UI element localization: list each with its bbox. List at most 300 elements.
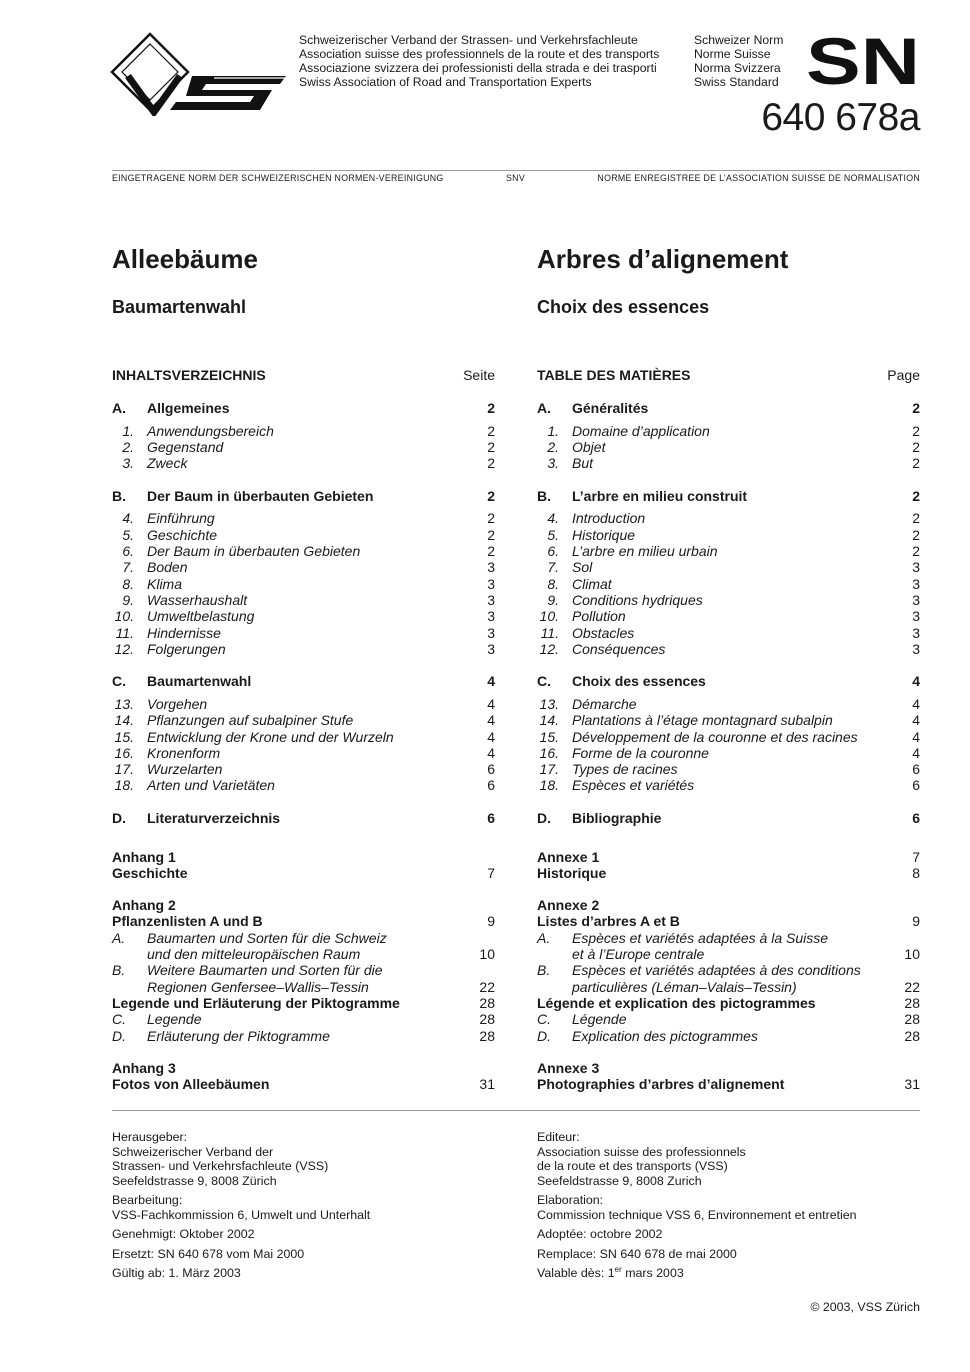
- toc-entry-label: Démarche: [572, 695, 637, 712]
- toc-entry-number: 5.: [547, 526, 559, 543]
- annex-title-label: Geschichte: [112, 864, 188, 881]
- toc-entry-label: Sol: [572, 559, 593, 576]
- toc-section-label: Choix des essences: [572, 673, 706, 690]
- toc-entry-number: 1.: [122, 422, 134, 439]
- annex-title-page: 31: [479, 1076, 495, 1093]
- toc-section-label: Généralités: [572, 400, 649, 416]
- spacer: [112, 384, 495, 400]
- toc-entry: [112, 439, 495, 455]
- toc-entry-label: L’arbre en milieu urbain: [572, 543, 718, 560]
- toc-fr: [537, 366, 920, 1092]
- imprint-line: Schweizerischer Verband der: [112, 1144, 274, 1159]
- toc-entry-page: 6: [487, 777, 495, 794]
- registration-snv: SNV: [506, 173, 525, 183]
- imprint-line: Bearbeitung:: [112, 1193, 183, 1208]
- toc-entry-label: Gegenstand: [147, 439, 224, 456]
- association-names: [299, 33, 659, 89]
- imprint-de: [112, 1130, 492, 1281]
- toc-entry-number: 17.: [114, 761, 134, 778]
- imprint-line: Association suisse des professionnels: [537, 1144, 746, 1159]
- toc-entry-number: 15.: [539, 728, 559, 745]
- toc-entry: [112, 761, 495, 777]
- toc-entry-page: 2: [487, 543, 495, 560]
- toc-entry-number: 9.: [547, 591, 559, 608]
- toc-entry-number: 3.: [547, 455, 559, 472]
- toc-entry-page: 6: [487, 761, 495, 778]
- toc-entry-number: 10.: [114, 608, 134, 625]
- toc-entry-page: 2: [912, 510, 920, 527]
- annex-entry-continued-label: et à l’Europe centrale: [572, 946, 705, 963]
- toc-page-label: Page: [887, 367, 920, 383]
- toc-entry-label: Pflanzungen auf subalpiner Stufe: [147, 712, 354, 729]
- norm-type-en: Swiss Standard: [694, 75, 779, 89]
- toc-entry: [112, 625, 495, 641]
- toc-entry-number: 14.: [114, 712, 134, 729]
- toc-entry-page: 3: [487, 640, 495, 657]
- imprint-line: Ersetzt: SN 640 678 vom Mai 2000: [112, 1246, 305, 1261]
- toc-section-page: 2: [487, 400, 495, 416]
- toc-entry-label: Vorgehen: [147, 695, 208, 712]
- annex-entry-number: A.: [537, 929, 551, 946]
- toc-entry-page: 3: [487, 591, 495, 608]
- toc-entry-number: 3.: [122, 455, 134, 472]
- annex-heading: [537, 849, 920, 865]
- toc-entry-label: Arten und Varietäten: [147, 777, 275, 794]
- toc-entry-page: 4: [487, 695, 495, 712]
- spacer: [112, 1044, 495, 1060]
- annex-entry-continued-page: 10: [479, 946, 495, 963]
- annex-entry-number: D.: [537, 1027, 551, 1044]
- registration-fr: NORME ENREGISTREE DE L’ASSOCIATION SUISSE DE NORMALISATION: [597, 173, 920, 183]
- annex-entry-continued: [112, 979, 495, 995]
- toc-entry-number: 15.: [114, 728, 134, 745]
- annex-heading-label: Annexe 2: [537, 897, 600, 914]
- imprint-line: Commission technique VSS 6, Environnement et entretien: [537, 1207, 857, 1222]
- toc-entry-label: Introduction: [572, 510, 646, 527]
- association-name-de: Schweizerischer Verband der Strassen- und Verkehrsfachleute: [299, 33, 638, 47]
- annex-entry-continued-page: 10: [904, 946, 920, 963]
- annex-entry-label: Erläuterung der Piktogramme: [147, 1027, 330, 1044]
- toc-entry-label: Hindernisse: [147, 624, 221, 641]
- annex-heading: [537, 897, 920, 913]
- toc-section: [112, 673, 495, 689]
- toc-entry-number: 14.: [539, 712, 559, 729]
- toc-section-label: Der Baum in überbauten Gebieten: [147, 487, 374, 504]
- toc-entry-label: Zweck: [147, 455, 188, 472]
- imprint-line: Seefeldstrasse 9, 8008 Zürich: [112, 1173, 277, 1188]
- toc-entry-label: Entwicklung der Krone und der Wurzeln: [147, 728, 394, 745]
- toc-entry-label: Historique: [572, 526, 636, 543]
- toc-entry-page: 3: [912, 591, 920, 608]
- toc-entry-page: 2: [912, 455, 920, 472]
- toc-entry-page: 3: [912, 559, 920, 576]
- toc-entry-page: 4: [912, 728, 920, 745]
- toc-entry: [112, 712, 495, 728]
- spacer: [537, 826, 920, 842]
- toc-section-label: Allgemeines: [147, 400, 230, 416]
- toc-entry-label: Umweltbelastung: [147, 608, 255, 625]
- toc-entry-page: 3: [487, 559, 495, 576]
- toc-entry: [112, 696, 495, 712]
- annex-heading-label: Anhang 3: [112, 1059, 176, 1076]
- imprint-line: Adoptée: octobre 2002: [537, 1227, 663, 1242]
- annex-heading-label: Anhang 2: [112, 897, 176, 914]
- toc-entry-page: 2: [912, 526, 920, 543]
- toc-entry-number: 9.: [122, 591, 134, 608]
- toc-entry-page: 3: [487, 608, 495, 625]
- annex-entry: [112, 962, 495, 978]
- annex-entry-label: Baumarten und Sorten für die Schweiz: [147, 929, 387, 946]
- imprint-fr: [537, 1130, 917, 1281]
- spacer: [112, 881, 495, 897]
- toc-section-page: 2: [912, 487, 920, 504]
- annex-title-page: 31: [904, 1076, 920, 1093]
- toc-entry: [537, 625, 920, 641]
- validity-prefix: Valable dès: 1: [537, 1265, 615, 1280]
- annex-title-page: 9: [912, 913, 920, 930]
- annex-entry-label: Espèces et variétés adaptées à la Suisse: [572, 929, 829, 946]
- toc-entry-number: 11.: [115, 624, 134, 641]
- toc-section: [537, 488, 920, 504]
- annex-entry-number: C.: [112, 1011, 126, 1028]
- annex-entry-continued-page: 22: [904, 978, 920, 995]
- toc-entry: [537, 455, 920, 471]
- imprint-line: Genehmigt: Oktober 2002: [112, 1227, 255, 1242]
- toc-entry-page: 3: [487, 624, 495, 641]
- toc-entry: [537, 423, 920, 439]
- toc-entry: [112, 559, 495, 575]
- association-name-it: Associazione svizzera dei professionisti della strada e dei trasporti: [299, 61, 657, 75]
- toc-section-page: 4: [912, 673, 920, 690]
- toc-entry-number: 2.: [122, 439, 134, 456]
- toc-entry-number: 8.: [122, 575, 134, 592]
- annex-entry-number: B.: [112, 962, 126, 979]
- subtitle-de: Baumartenwahl: [112, 297, 247, 317]
- toc-entry: [537, 543, 920, 559]
- annex-heading: [112, 897, 495, 913]
- annex-subtitle: [537, 995, 920, 1011]
- annex-entry-continued-label: und den mitteleuropäischen Raum: [147, 946, 361, 963]
- toc-entry: [112, 729, 495, 745]
- toc-entry-number: 5.: [122, 526, 134, 543]
- toc-entry-number: 4.: [122, 510, 134, 527]
- spacer: [112, 657, 495, 673]
- annex-entry-number: A.: [112, 929, 126, 946]
- toc-entry-page: 4: [487, 712, 495, 729]
- toc-section-page: 2: [912, 400, 920, 416]
- toc-entry-label: Obstacles: [572, 624, 635, 641]
- toc-entry-page: 4: [912, 695, 920, 712]
- spacer: [112, 472, 495, 488]
- toc-entry-number: 17.: [539, 761, 559, 778]
- annex-heading: [537, 1060, 920, 1076]
- annex-entry-label: Espèces et variétés adaptées à des conditions: [572, 962, 861, 979]
- toc-entry-label: Geschichte: [147, 526, 218, 543]
- toc-entry-number: 8.: [547, 575, 559, 592]
- spacer: [537, 1044, 920, 1060]
- footer-divider: [112, 1110, 920, 1111]
- toc-entry: [537, 745, 920, 761]
- toc-entry-label: Der Baum in überbauten Gebieten: [147, 543, 361, 560]
- annex-title: [537, 865, 920, 881]
- toc-section-number: A.: [537, 400, 551, 416]
- toc-entry-page: 4: [487, 728, 495, 745]
- toc-entry-label: Klima: [147, 575, 183, 592]
- annex-entry-continued-page: 22: [479, 978, 495, 995]
- toc-entry-number: 12.: [114, 640, 134, 657]
- toc-entry: [112, 455, 495, 471]
- toc-entry-label: Plantations à l’étage montagnard subalpin: [572, 712, 833, 729]
- imprint-line: Elaboration:: [537, 1193, 604, 1208]
- annex-title-label: Listes d’arbres A et B: [537, 913, 680, 930]
- toc-entry-number: 2.: [547, 439, 559, 456]
- annex-title: [112, 1076, 495, 1092]
- vss-logo: [110, 32, 290, 116]
- toc-entry-page: 3: [912, 640, 920, 657]
- toc-entry-page: 6: [912, 777, 920, 794]
- annex-entry-continued: [537, 979, 920, 995]
- toc-entry-page: 2: [487, 510, 495, 527]
- association-name-en: Swiss Association of Road and Transportation Experts: [299, 75, 592, 89]
- annex-title: [112, 913, 495, 929]
- toc-entry-label: Domaine d’application: [572, 422, 710, 439]
- annex-heading-label: Annexe 1: [537, 848, 600, 865]
- toc-entry: [537, 696, 920, 712]
- spacer: [112, 794, 495, 810]
- toc-section-number: B.: [112, 487, 126, 504]
- toc-heading: [112, 366, 495, 384]
- toc-entry-number: 16.: [114, 744, 134, 761]
- spacer: [537, 881, 920, 897]
- toc-entry: [537, 641, 920, 657]
- imprint-line: de la route et des transports (VSS): [537, 1159, 728, 1174]
- annex-entry-page: 28: [904, 1027, 920, 1044]
- annex-title-label: Photographies d’arbres d’alignement: [537, 1076, 785, 1093]
- toc-entry: [112, 608, 495, 624]
- toc-entry-label: Wurzelarten: [147, 761, 223, 778]
- toc-entry: [537, 510, 920, 526]
- toc-section-label: Literaturverzeichnis: [147, 809, 281, 826]
- toc-entry-number: 1.: [547, 422, 559, 439]
- toc-entry: [112, 592, 495, 608]
- annex-entry-number: D.: [112, 1027, 126, 1044]
- toc-entry-number: 18.: [539, 777, 559, 794]
- toc-entry-label: Types de racines: [572, 761, 678, 778]
- toc-entry-number: 13.: [539, 695, 559, 712]
- toc-entry-page: 3: [912, 575, 920, 592]
- imprint-line: Gültig ab: 1. März 2003: [112, 1265, 241, 1280]
- toc-section: [112, 488, 495, 504]
- toc-entry: [537, 712, 920, 728]
- toc-section-number: B.: [537, 487, 551, 504]
- annex-entry: [537, 1011, 920, 1027]
- toc-section-label: Bibliographie: [572, 809, 662, 826]
- norm-type-fr: Norme Suisse: [694, 47, 771, 61]
- sn-logo: [806, 36, 920, 86]
- toc-entry-label: Climat: [572, 575, 612, 592]
- toc-entry-page: 2: [487, 422, 495, 439]
- toc-entry-page: 3: [912, 624, 920, 641]
- toc-entry-page: 2: [487, 439, 495, 456]
- toc-entry: [537, 592, 920, 608]
- annex-entry-continued: [537, 946, 920, 962]
- toc-de: [112, 366, 495, 1092]
- toc-entry-number: 7.: [122, 559, 134, 576]
- annex-heading-label: Anhang 1: [112, 848, 176, 865]
- toc-section-number: D.: [537, 809, 551, 826]
- annex-entry-label: Légende: [572, 1011, 627, 1028]
- toc-entry-label: Développement de la couronne et des racines: [572, 728, 858, 745]
- toc-entry-label: Forme de la couronne: [572, 744, 709, 761]
- annex-title: [537, 913, 920, 929]
- imprint-line: Seefeldstrasse 9, 8008 Zurich: [537, 1173, 702, 1188]
- toc-entry-label: Anwendungsbereich: [147, 422, 274, 439]
- annex-title: [112, 865, 495, 881]
- toc-entry-label: Pollution: [572, 608, 626, 625]
- spacer: [537, 384, 920, 400]
- annex-subtitle-page: 28: [904, 994, 920, 1011]
- annex-entry: [112, 930, 495, 946]
- toc-section-label: Baumartenwahl: [147, 673, 252, 690]
- validity-sup: er: [614, 1264, 622, 1274]
- toc-entry: [537, 439, 920, 455]
- annex-title-page: 9: [487, 913, 495, 930]
- toc-entry-label: Wasserhaushalt: [147, 591, 248, 608]
- imprint-line: Herausgeber:: [112, 1130, 188, 1144]
- toc-entry: [112, 543, 495, 559]
- imprint-line: Editeur:: [537, 1130, 580, 1144]
- toc-entry-page: 2: [487, 526, 495, 543]
- toc-entry-label: But: [572, 455, 594, 472]
- annex-entry-continued-label: particulières (Léman–Valais–Tessin): [572, 978, 797, 995]
- toc-heading-label: INHALTSVERZEICHNIS: [112, 367, 266, 383]
- toc-entry-page: 4: [487, 744, 495, 761]
- toc-page-label: Seite: [463, 367, 495, 383]
- toc-entry-label: Conditions hydriques: [572, 591, 703, 608]
- annex-heading-label: Annexe 3: [537, 1059, 600, 1076]
- annex-entry: [537, 962, 920, 978]
- spacer: [537, 794, 920, 810]
- annex-entry-label: Legende: [147, 1011, 202, 1028]
- annex-entry-page: 28: [479, 1011, 495, 1028]
- imprint-validity: [537, 1266, 917, 1281]
- toc-entry: [112, 641, 495, 657]
- header-divider: [112, 170, 920, 171]
- toc-entry-number: 13.: [114, 695, 134, 712]
- toc-section-number: C.: [537, 673, 551, 690]
- toc-entry-page: 2: [487, 455, 495, 472]
- toc-entry: [537, 608, 920, 624]
- imprint-line: VSS-Fachkommission 6, Umwelt und Unterhalt: [112, 1207, 371, 1222]
- annex-entry-continued: [112, 946, 495, 962]
- toc-section-page: 6: [487, 809, 495, 826]
- toc-entry-number: 12.: [539, 640, 559, 657]
- toc-entry-number: 16.: [539, 744, 559, 761]
- imprint-line: Strassen- und Verkehrsfachleute (VSS): [112, 1159, 329, 1174]
- toc-entry: [112, 510, 495, 526]
- toc-section: [112, 810, 495, 826]
- toc-section-number: C.: [112, 673, 126, 690]
- registration-de: EINGETRAGENE NORM DER SCHWEIZERISCHEN NORMEN-VEREINIGUNG: [112, 173, 444, 183]
- toc-entry-number: 6.: [547, 543, 559, 560]
- toc-entry-label: Conséquences: [572, 640, 666, 657]
- annex-entry-number: C.: [537, 1011, 551, 1028]
- toc-section-number: D.: [112, 809, 126, 826]
- toc-entry: [537, 777, 920, 793]
- norm-type-de: Schweizer Norm: [694, 33, 784, 47]
- toc-entry-page: 3: [487, 575, 495, 592]
- toc-entry-page: 4: [912, 712, 920, 729]
- imprint-line: Remplace: SN 640 678 de mai 2000: [537, 1246, 737, 1261]
- norm-type-names: [694, 33, 783, 89]
- toc-entry: [112, 423, 495, 439]
- toc-entry-page: 2: [912, 543, 920, 560]
- annex-title-page: 8: [912, 864, 920, 881]
- title-de: Alleebäume: [112, 244, 258, 274]
- annex-title: [537, 1076, 920, 1092]
- toc-entry-label: Boden: [147, 559, 188, 576]
- toc-entry-label: Einführung: [147, 510, 215, 527]
- toc-section-page: 2: [487, 487, 495, 504]
- toc-entry-page: 2: [912, 439, 920, 456]
- annex-subtitle-page: 28: [479, 994, 495, 1011]
- copyright: © 2003, VSS Zürich: [810, 1300, 920, 1314]
- toc-section: [112, 400, 495, 416]
- toc-entry: [112, 777, 495, 793]
- spacer: [112, 826, 495, 842]
- toc-entry: [112, 576, 495, 592]
- annex-entry-page: 28: [479, 1027, 495, 1044]
- toc-entry: [112, 745, 495, 761]
- toc-section-page: 6: [912, 809, 920, 826]
- toc-entry-label: Espèces et variétés: [572, 777, 695, 794]
- spacer: [537, 472, 920, 488]
- title-fr: Arbres d’alignement: [537, 244, 789, 274]
- annex-title-label: Fotos von Alleebäumen: [112, 1076, 270, 1093]
- annex-heading-page: 7: [912, 848, 920, 865]
- annex-entry-continued-label: Regionen Genfersee–Wallis–Tessin: [147, 978, 369, 995]
- subtitle-fr: Choix des essences: [537, 297, 710, 317]
- toc-entry-number: 4.: [547, 510, 559, 527]
- toc-entry-label: Kronenform: [147, 744, 221, 761]
- annex-title-label: Pflanzenlisten A und B: [112, 913, 263, 930]
- spacer: [537, 657, 920, 673]
- annex-heading: [112, 1060, 495, 1076]
- annex-entry-page: 28: [904, 1011, 920, 1028]
- toc-entry-number: 6.: [122, 543, 134, 560]
- toc-entry-number: 18.: [114, 777, 134, 794]
- toc-section-label: L’arbre en milieu construit: [572, 487, 748, 504]
- toc-entry-label: Folgerungen: [147, 640, 226, 657]
- annex-entry-label: Weitere Baumarten und Sorten für die: [147, 962, 383, 979]
- annex-subtitle-label: Légende et explication des pictogrammes: [537, 994, 816, 1011]
- toc-heading: [537, 366, 920, 384]
- toc-entry-number: 10.: [539, 608, 559, 625]
- annex-title-page: 7: [487, 864, 495, 881]
- annex-entry-label: Explication des pictogrammes: [572, 1027, 758, 1044]
- association-name-fr: Association suisse des professionnels de la route et des transports: [299, 47, 660, 61]
- toc-heading-label: TABLE DES MATIÈRES: [537, 367, 691, 383]
- toc-section: [537, 400, 920, 416]
- annex-entry: [112, 1028, 495, 1044]
- toc-section: [537, 673, 920, 689]
- toc-entry: [537, 559, 920, 575]
- toc-entry-number: 11.: [540, 624, 559, 641]
- annex-title-label: Historique: [537, 864, 607, 881]
- toc-entry: [537, 761, 920, 777]
- toc-section-page: 4: [487, 673, 495, 690]
- toc-section-number: A.: [112, 400, 126, 416]
